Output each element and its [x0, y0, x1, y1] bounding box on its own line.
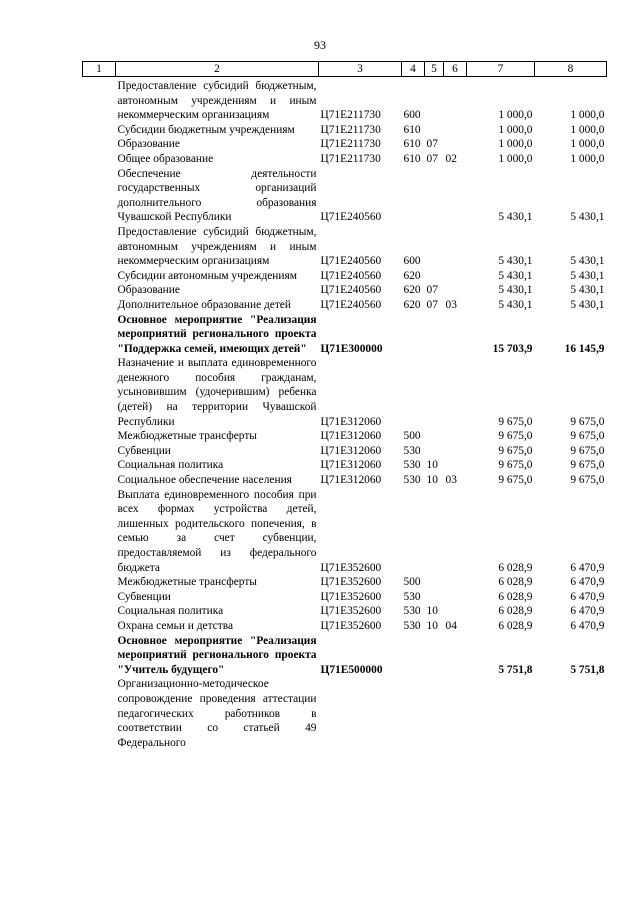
- row-amount-col8-cell: 6 470,9: [570, 605, 605, 618]
- row-amount-col8-cell: 6 470,9: [570, 561, 605, 574]
- row-amount-col7-cell: 6 028,9: [498, 605, 533, 618]
- table-row: [83, 429, 607, 444]
- row-amount-col8-cell: 16 145,9: [564, 342, 605, 355]
- row-section-cell: [425, 269, 444, 284]
- row-expense-type-cell: [402, 356, 425, 429]
- column-header: 5: [425, 62, 444, 77]
- row-amount-col7-cell: 15 703,9: [492, 342, 533, 355]
- row-code-cell: Ц71E352600: [320, 576, 382, 589]
- row-section-cell: [425, 123, 444, 138]
- row-subsection-cell: [444, 458, 467, 473]
- row-subsection-cell: [444, 123, 467, 138]
- row-amount-col8-cell: [535, 677, 607, 750]
- row-code-cell: Ц71E240560: [320, 269, 382, 282]
- row-expense-type-cell: 620: [403, 284, 421, 297]
- row-code-cell: Ц71E352600: [320, 590, 382, 603]
- row-subsection-cell: [444, 167, 467, 225]
- row-number-cell: [83, 604, 116, 619]
- row-section-cell: [425, 575, 444, 590]
- row-number-cell: [83, 356, 116, 429]
- row-section-cell: 10: [426, 605, 438, 618]
- row-section-cell: [425, 167, 444, 225]
- row-subsection-cell: [444, 590, 467, 605]
- row-expense-type-cell: 500: [403, 576, 421, 589]
- row-subsection-cell: 03: [445, 298, 457, 311]
- row-subsection-cell: 03: [445, 474, 457, 487]
- row-number-cell: [83, 313, 116, 357]
- row-amount-col7-cell: 5 430,1: [498, 269, 533, 282]
- row-subsection-cell: [444, 283, 467, 298]
- row-name-cell: Предоставление субсидий бюджетным, автономным учреждениям и иным некоммерческим организациям: [117, 225, 317, 268]
- row-expense-type-cell: 530: [403, 605, 421, 618]
- row-section-cell: [425, 77, 444, 123]
- row-expense-type-cell: 620: [403, 269, 421, 282]
- row-code-cell: Ц71E211730: [320, 138, 381, 151]
- row-amount-col8-cell: 6 470,9: [570, 590, 605, 603]
- row-amount-col8-cell: 1 000,0: [570, 123, 605, 136]
- table-row: [83, 123, 607, 138]
- row-subsection-cell: [444, 356, 467, 429]
- row-name-cell: Организационно-методическое сопровождение проведения аттестации педагогических работников в соответствии со статьей 49 Федерального: [117, 678, 317, 749]
- row-name-cell: Дополнительное образование детей: [117, 298, 291, 311]
- row-name-cell: Межбюджетные трансферты: [117, 576, 257, 589]
- row-amount-col8-cell: 5 751,8: [570, 663, 605, 676]
- row-name-cell: Основное мероприятие "Реализация мероприятий регионального проекта "Поддержка семей, имеющих детей": [117, 313, 317, 355]
- row-code-cell: Ц71E240560: [320, 298, 382, 311]
- row-name-cell: Субвенции: [117, 444, 171, 457]
- row-number-cell: [83, 575, 116, 590]
- row-section-cell: 10: [426, 459, 438, 472]
- row-amount-col8-cell: 5 430,1: [570, 211, 605, 224]
- row-amount-col8-cell: 5 430,1: [570, 284, 605, 297]
- row-expense-type-cell: 500: [403, 430, 421, 443]
- row-expense-type-cell: [402, 313, 425, 357]
- row-expense-type-cell: 610: [403, 152, 421, 165]
- row-name-cell: Субсидии бюджетным учреждениям: [117, 123, 295, 136]
- row-amount-col8-cell: 9 675,0: [570, 459, 605, 472]
- row-section-cell: [425, 488, 444, 576]
- row-name-cell: Обеспечение деятельности государственных организаций дополнительного образования Чувашской Республики: [117, 167, 317, 224]
- row-subsection-cell: [444, 677, 467, 750]
- row-name-cell: Выплата единовременного пособия при всех формах устройства детей, лишенных родительского попечения, в семью за счет субвенции, предоставляемой из федерального бюджета: [117, 488, 317, 574]
- row-number-cell: [83, 634, 116, 678]
- column-header: 4: [402, 62, 425, 77]
- row-subsection-cell: [444, 225, 467, 269]
- row-expense-type-cell: 530: [403, 444, 421, 457]
- row-expense-type-cell: [402, 634, 425, 678]
- row-number-cell: [83, 473, 116, 488]
- row-code-cell: Ц71E312060: [320, 474, 382, 487]
- row-amount-col7-cell: 5 751,8: [498, 663, 533, 676]
- row-amount-col7-cell: 6 028,9: [498, 619, 533, 632]
- row-number-cell: [83, 429, 116, 444]
- row-code-cell: Ц71E211730: [320, 152, 381, 165]
- row-expense-type-cell: 530: [403, 474, 421, 487]
- table-row: [83, 444, 607, 459]
- row-section-cell: [425, 590, 444, 605]
- row-amount-col7-cell: 5 430,1: [498, 255, 533, 268]
- row-amount-col8-cell: 1 000,0: [570, 109, 605, 122]
- row-amount-col7-cell: 1 000,0: [498, 138, 533, 151]
- row-expense-type-cell: 600: [403, 109, 421, 122]
- row-code-cell: Ц71E240560: [320, 211, 382, 224]
- row-section-cell: 07: [426, 138, 438, 151]
- row-amount-col7-cell: 9 675,0: [498, 444, 533, 457]
- row-number-cell: [83, 152, 116, 167]
- row-code-cell: Ц71E312060: [320, 415, 382, 428]
- row-code-cell: Ц71E211730: [320, 109, 381, 122]
- header-row: [83, 62, 607, 77]
- column-header: 7: [467, 62, 535, 77]
- row-subsection-cell: [444, 313, 467, 357]
- row-subsection-cell: 02: [445, 152, 457, 165]
- row-name-cell: Предоставление субсидий бюджетным, автономным учреждениям и иным некоммерческим организациям: [117, 80, 317, 122]
- row-name-cell: Образование: [117, 138, 180, 151]
- row-number-cell: [83, 444, 116, 459]
- budget-table: [82, 61, 607, 750]
- row-section-cell: 10: [426, 474, 438, 487]
- row-amount-col8-cell: 9 675,0: [570, 415, 605, 428]
- table-row: [83, 458, 607, 473]
- row-expense-type-cell: [402, 677, 425, 750]
- row-number-cell: [83, 225, 116, 269]
- row-name-cell: Основное мероприятие "Реализация мероприятий регионального проекта "Учитель будущего": [117, 634, 317, 676]
- row-amount-col8-cell: 5 430,1: [570, 255, 605, 268]
- table-row: [83, 152, 607, 167]
- row-number-cell: [83, 77, 116, 123]
- row-subsection-cell: [444, 634, 467, 678]
- row-amount-col8-cell: 5 430,1: [570, 298, 605, 311]
- row-expense-type-cell: 530: [403, 590, 421, 603]
- row-amount-col7-cell: 5 430,1: [498, 298, 533, 311]
- table-row: [83, 590, 607, 605]
- row-amount-col8-cell: 9 675,0: [570, 444, 605, 457]
- row-number-cell: [83, 298, 116, 313]
- row-code-cell: Ц71E352600: [320, 561, 382, 574]
- table-row: [83, 77, 607, 123]
- row-number-cell: [83, 590, 116, 605]
- row-expense-type-cell: 620: [403, 298, 421, 311]
- row-amount-col7-cell: 9 675,0: [498, 474, 533, 487]
- row-number-cell: [83, 167, 116, 225]
- table-row: [83, 167, 607, 225]
- table-row: [83, 575, 607, 590]
- table-row: [83, 283, 607, 298]
- row-subsection-cell: [444, 488, 467, 576]
- column-header: 2: [116, 62, 319, 77]
- table-row: [83, 473, 607, 488]
- table-row: [83, 313, 607, 357]
- row-section-cell: 07: [426, 284, 438, 297]
- row-amount-col8-cell: 5 430,1: [570, 269, 605, 282]
- row-code-cell: Ц71E211730: [320, 123, 381, 136]
- row-amount-col8-cell: 9 675,0: [570, 474, 605, 487]
- row-name-cell: Социальная политика: [117, 605, 224, 618]
- table-row: [83, 225, 607, 269]
- table-row: [83, 298, 607, 313]
- row-amount-col7-cell: 6 028,9: [498, 590, 533, 603]
- row-amount-col7-cell: 6 028,9: [498, 576, 533, 589]
- row-section-cell: [425, 356, 444, 429]
- row-amount-col7-cell: 1 000,0: [498, 152, 533, 165]
- row-section-cell: 07: [426, 298, 438, 311]
- table-row: [83, 488, 607, 576]
- row-code-cell: Ц71E312060: [320, 430, 382, 443]
- row-name-cell: Образование: [117, 284, 180, 297]
- row-name-cell: Социальная политика: [117, 459, 224, 472]
- column-header: 1: [83, 62, 116, 77]
- row-subsection-cell: [444, 575, 467, 590]
- table-row: [83, 634, 607, 678]
- row-code-cell: Ц71E300000: [320, 342, 383, 355]
- row-expense-type-cell: 530: [403, 619, 421, 632]
- row-number-cell: [83, 488, 116, 576]
- row-amount-col7-cell: 1 000,0: [498, 109, 533, 122]
- row-section-cell: [425, 429, 444, 444]
- row-amount-col7-cell: 6 028,9: [498, 561, 533, 574]
- row-section-cell: [425, 677, 444, 750]
- table-row: [83, 269, 607, 284]
- column-header: 8: [535, 62, 607, 77]
- row-amount-col8-cell: 1 000,0: [570, 138, 605, 151]
- table-row: [83, 619, 607, 634]
- row-subsection-cell: [444, 444, 467, 459]
- row-name-cell: Охрана семьи и детства: [117, 619, 233, 632]
- row-code-cell: Ц71E500000: [320, 663, 383, 676]
- row-expense-type-cell: 610: [403, 123, 421, 136]
- row-section-cell: [425, 444, 444, 459]
- row-name-cell: Назначение и выплата единовременного денежного пособия гражданам, усыновившим (удочерившим) ребенка (детей) на территории Чувашской Республики: [117, 357, 317, 428]
- row-amount-col8-cell: 6 470,9: [570, 619, 605, 632]
- column-header: 6: [444, 62, 467, 77]
- row-section-cell: 10: [426, 619, 438, 632]
- row-name-cell: Общее образование: [117, 152, 214, 165]
- row-code-cell: [319, 677, 402, 750]
- column-header: 3: [319, 62, 402, 77]
- row-code-cell: Ц71E352600: [320, 619, 382, 632]
- row-subsection-cell: [444, 137, 467, 152]
- row-amount-col7-cell: [467, 677, 535, 750]
- row-number-cell: [83, 458, 116, 473]
- row-code-cell: Ц71E240560: [320, 284, 382, 297]
- row-code-cell: Ц71E312060: [320, 444, 382, 457]
- row-expense-type-cell: [402, 167, 425, 225]
- row-name-cell: Социальное обеспечение населения: [117, 474, 292, 487]
- row-amount-col7-cell: 5 430,1: [498, 211, 533, 224]
- row-amount-col7-cell: 9 675,0: [498, 430, 533, 443]
- row-expense-type-cell: 610: [403, 138, 421, 151]
- row-amount-col7-cell: 9 675,0: [498, 415, 533, 428]
- row-number-cell: [83, 137, 116, 152]
- row-section-cell: [425, 225, 444, 269]
- row-section-cell: [425, 313, 444, 357]
- row-number-cell: [83, 269, 116, 284]
- row-section-cell: 07: [426, 152, 438, 165]
- row-amount-col8-cell: 1 000,0: [570, 152, 605, 165]
- row-name-cell: Межбюджетные трансферты: [117, 430, 257, 443]
- row-subsection-cell: [444, 429, 467, 444]
- row-number-cell: [83, 123, 116, 138]
- row-subsection-cell: [444, 604, 467, 619]
- page-number: 93: [314, 38, 326, 52]
- row-amount-col8-cell: 6 470,9: [570, 576, 605, 589]
- row-subsection-cell: 04: [445, 619, 457, 632]
- row-amount-col7-cell: 1 000,0: [498, 123, 533, 136]
- table-row: [83, 604, 607, 619]
- row-amount-col7-cell: 5 430,1: [498, 284, 533, 297]
- table-body: [83, 77, 607, 751]
- row-name-cell: Субсидии автономным учреждениям: [117, 269, 297, 282]
- row-expense-type-cell: 600: [403, 255, 421, 268]
- row-code-cell: Ц71E240560: [320, 255, 382, 268]
- row-subsection-cell: [444, 77, 467, 123]
- row-name-cell: Субвенции: [117, 590, 171, 603]
- row-code-cell: Ц71E312060: [320, 459, 382, 472]
- row-section-cell: [425, 634, 444, 678]
- row-amount-col8-cell: 9 675,0: [570, 430, 605, 443]
- row-amount-col7-cell: 9 675,0: [498, 459, 533, 472]
- table-row: [83, 356, 607, 429]
- row-subsection-cell: [444, 269, 467, 284]
- row-code-cell: Ц71E352600: [320, 605, 382, 618]
- row-expense-type-cell: [402, 488, 425, 576]
- row-expense-type-cell: 530: [403, 459, 421, 472]
- table-row: [83, 677, 607, 750]
- row-number-cell: [83, 619, 116, 634]
- row-number-cell: [83, 677, 116, 750]
- row-number-cell: [83, 283, 116, 298]
- table-row: [83, 137, 607, 152]
